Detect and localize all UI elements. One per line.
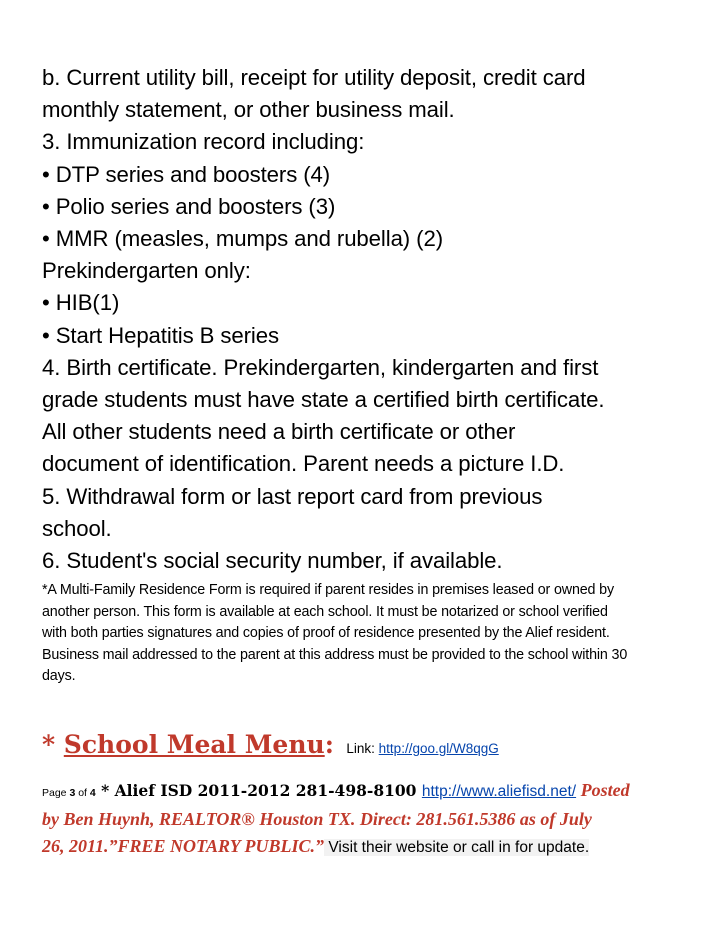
meal-menu-heading [42,730,692,759]
text-line: • DTP series and boosters (4) [42,161,331,187]
text-line: • Polio series and boosters (3) [42,193,336,219]
text-line: Prekindergarten only: [42,258,251,284]
meal-colon: : [324,729,334,759]
note-line: *A Multi-Family Residence Form is required if parent resides in premises leased or owned by [42,582,614,599]
text-line: • Start Hepatitis B series [42,322,279,348]
note-line: with both parties signatures and copies of proof of residence presented by the Alief resident. [42,625,610,642]
text-line: school. [42,515,112,541]
meal-menu-link[interactable]: http://goo.gl/W8qgG [378,740,499,756]
note-line: days. [42,668,76,685]
note-line: another person. This form is available at each school. It must be notarized or school verified [42,603,608,620]
text-line: b. Current utility bill, receipt for utility deposit, credit card [42,65,586,90]
text-line: 3. Immunization record including: [42,129,365,155]
text-line: All other students need a birth certificate or other [42,419,516,445]
text-line: grade students must have state a certified birth certificate. [42,387,605,413]
text-line: 4. Birth certificate. Prekindergarten, kindergarten and first [42,354,599,380]
note-line: Business mail addressed to the parent at this address must be provided to the school within 30 [42,646,628,663]
meal-star: * [42,729,64,759]
page-of: of [75,786,90,799]
text-line: • MMR (measles, mumps and rubella) (2) [42,226,443,252]
posted-by-2: by Ben Huynh, REALTOR® Houston TX. Direct: 281.561.5386 as of July [42,808,592,829]
text-line: document of identification. Parent needs a picture I.D. [42,451,565,477]
footer-line-1 [42,777,692,806]
page-number: 3 [69,786,76,799]
document-page [42,62,692,861]
text-line: monthly statement, or other business mail. [42,97,455,123]
footer-line-2 [42,806,692,833]
meal-title: School Meal Menu [63,729,325,759]
text-line: • HIB(1) [42,290,120,316]
meal-link-label: Link: [346,740,379,756]
page-label: Page [42,786,70,799]
posted-by-3: 26, 2011.”FREE NOTARY PUBLIC.” [42,835,325,856]
update-note: Visit their website or call in for update. [324,838,590,856]
requirements-list [42,62,692,577]
alief-website-link[interactable]: http://www.aliefisd.net/ [421,782,577,800]
footer-line-3 [42,833,692,861]
page-total: 4 [89,786,96,799]
residence-note [42,580,692,688]
text-line: 6. Student's social security number, if available. [42,548,503,574]
page-footer [42,777,692,861]
posted-by-1: Posted [576,779,630,800]
org-info: * Alief ISD 2011-2012 281-498-8100 [95,780,422,800]
text-line: 5. Withdrawal form or last report card from previous [42,483,543,509]
